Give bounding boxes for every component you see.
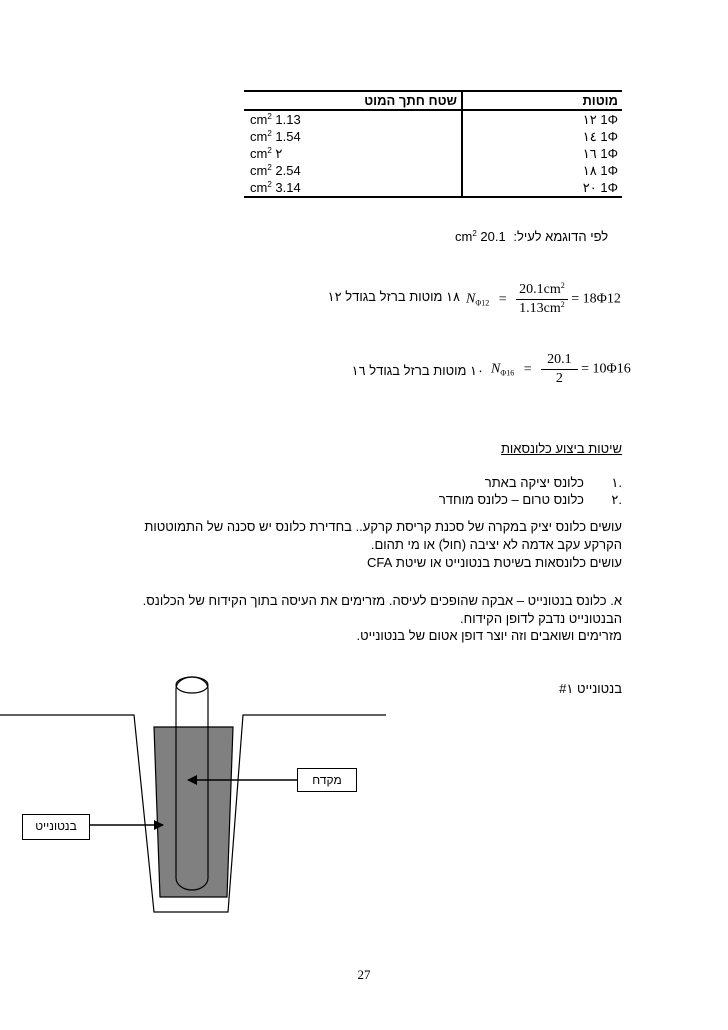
formula-1-text: ١٨ מוטות ברזל בגודל ١٢: [327, 289, 460, 304]
table-row: $cm^2$ 2.54 1Φ ١٨: [244, 162, 622, 179]
row-unit: cm: [250, 163, 268, 178]
bentonite-fill: [154, 727, 233, 897]
row-bars: 1Φ ١٦: [462, 145, 622, 162]
example-value: 20.1: [480, 229, 506, 244]
paragraph-line: עושים כלונסאות בשיטת בנטונייט או שיטת CFA: [367, 555, 622, 570]
row-unit: cm: [250, 146, 268, 161]
formula-2-fraction: $\frac{20.1}{2}$: [541, 352, 578, 387]
paragraph-line: הקרקע עקב אדמה לא יציבה (חול) או מי תהום.: [370, 537, 622, 552]
list-number: .٢: [611, 492, 622, 507]
row-area: 2.54: [275, 163, 301, 178]
example-unit: cm: [455, 229, 473, 244]
label-drill: מקדח: [297, 768, 357, 792]
table-row: $cm^2$ 3.14 1Φ ٢٠: [244, 179, 622, 197]
method-list-item: [400, 491, 622, 509]
row-bars: 1Φ ١٤: [462, 128, 622, 145]
formula-1-symbol: N: [466, 291, 476, 307]
formula-1-fraction: $\frac{20.1cm^2}{1.13cm^2}$: [516, 282, 568, 317]
row-bars: 1Φ ١٨: [462, 162, 622, 179]
list-text: כלונס יציקה באתר: [484, 475, 584, 490]
page-number: 27: [357, 967, 371, 982]
row-unit: cm: [250, 112, 268, 127]
example-line: $cm^2$ 20.1 לפי הדוגמא לעיל:: [455, 229, 609, 244]
paragraph-line: עושים כלונס יציק במקרה של סכנת קריסת קרקע.. בחדירת כלונס יש סכנה של התמוטטות: [144, 519, 622, 534]
table-header-row: [244, 91, 622, 110]
formula-1: $N_{\Phi 12}$ = $\frac{20.1cm^2}{1.13cm^2}$ = 18Φ12: [466, 281, 621, 316]
row-bars: 1Φ ٢٠: [462, 179, 622, 197]
formula-2-text: ١٠ מוטות ברזל בגודל ١٦: [351, 363, 484, 378]
list-number: .١: [611, 475, 622, 490]
paragraph-line: הבנטונייט נדבק לדופן הקידוח.: [460, 611, 622, 626]
table-row: $cm^2$ ٢ 1Φ ١٦: [244, 145, 622, 162]
table-row: $cm^2$ 1.54 1Φ ١٤: [244, 128, 622, 145]
paragraph-line: מזרימים ושואבים וזה יוצר דופן אטום של בנטונייט.: [356, 628, 622, 643]
drill-rod-top: [176, 677, 208, 693]
header-area: שטח חתך המוט: [244, 91, 462, 110]
example-label: לפי הדוגמא לעיל:: [513, 229, 609, 244]
label-bentonite: בנטונייט: [22, 814, 90, 840]
row-unit: cm: [250, 180, 268, 195]
row-area: 1.13: [275, 112, 301, 127]
row-bars: 1Φ ١٢: [462, 110, 622, 128]
table-row: $cm^2$ 1.13 1Φ ١٢: [244, 110, 622, 128]
method-list-item: [400, 474, 622, 492]
formula-1-result: = 18Φ12: [571, 291, 621, 307]
paragraph-line: א. כלונס בנטונייט – אבקה שהופכים לעיסה. מזרימים את העיסה בתוך הקידוח של הכלונס.: [142, 593, 622, 608]
formula-2: $N_{\Phi 16}$ = $\frac{20.1}{2}$ = 10Φ16: [491, 352, 631, 386]
formula-2-symbol: N: [491, 361, 501, 377]
formula-2-result: = 10Φ16: [581, 361, 631, 377]
row-area: 1.54: [275, 129, 301, 144]
bar-area-table: [244, 90, 622, 198]
list-text: כלונס טרום – כלונס מוחדר: [438, 492, 584, 507]
row-area: 3.14: [275, 180, 301, 195]
header-bars: מוטות: [462, 91, 622, 110]
section-title: שיטות ביצוע כלונסאות: [500, 441, 622, 456]
row-unit: cm: [250, 129, 268, 144]
row-area: ٢: [275, 146, 283, 161]
figure-caption: בנטונייט ١#: [559, 681, 622, 696]
